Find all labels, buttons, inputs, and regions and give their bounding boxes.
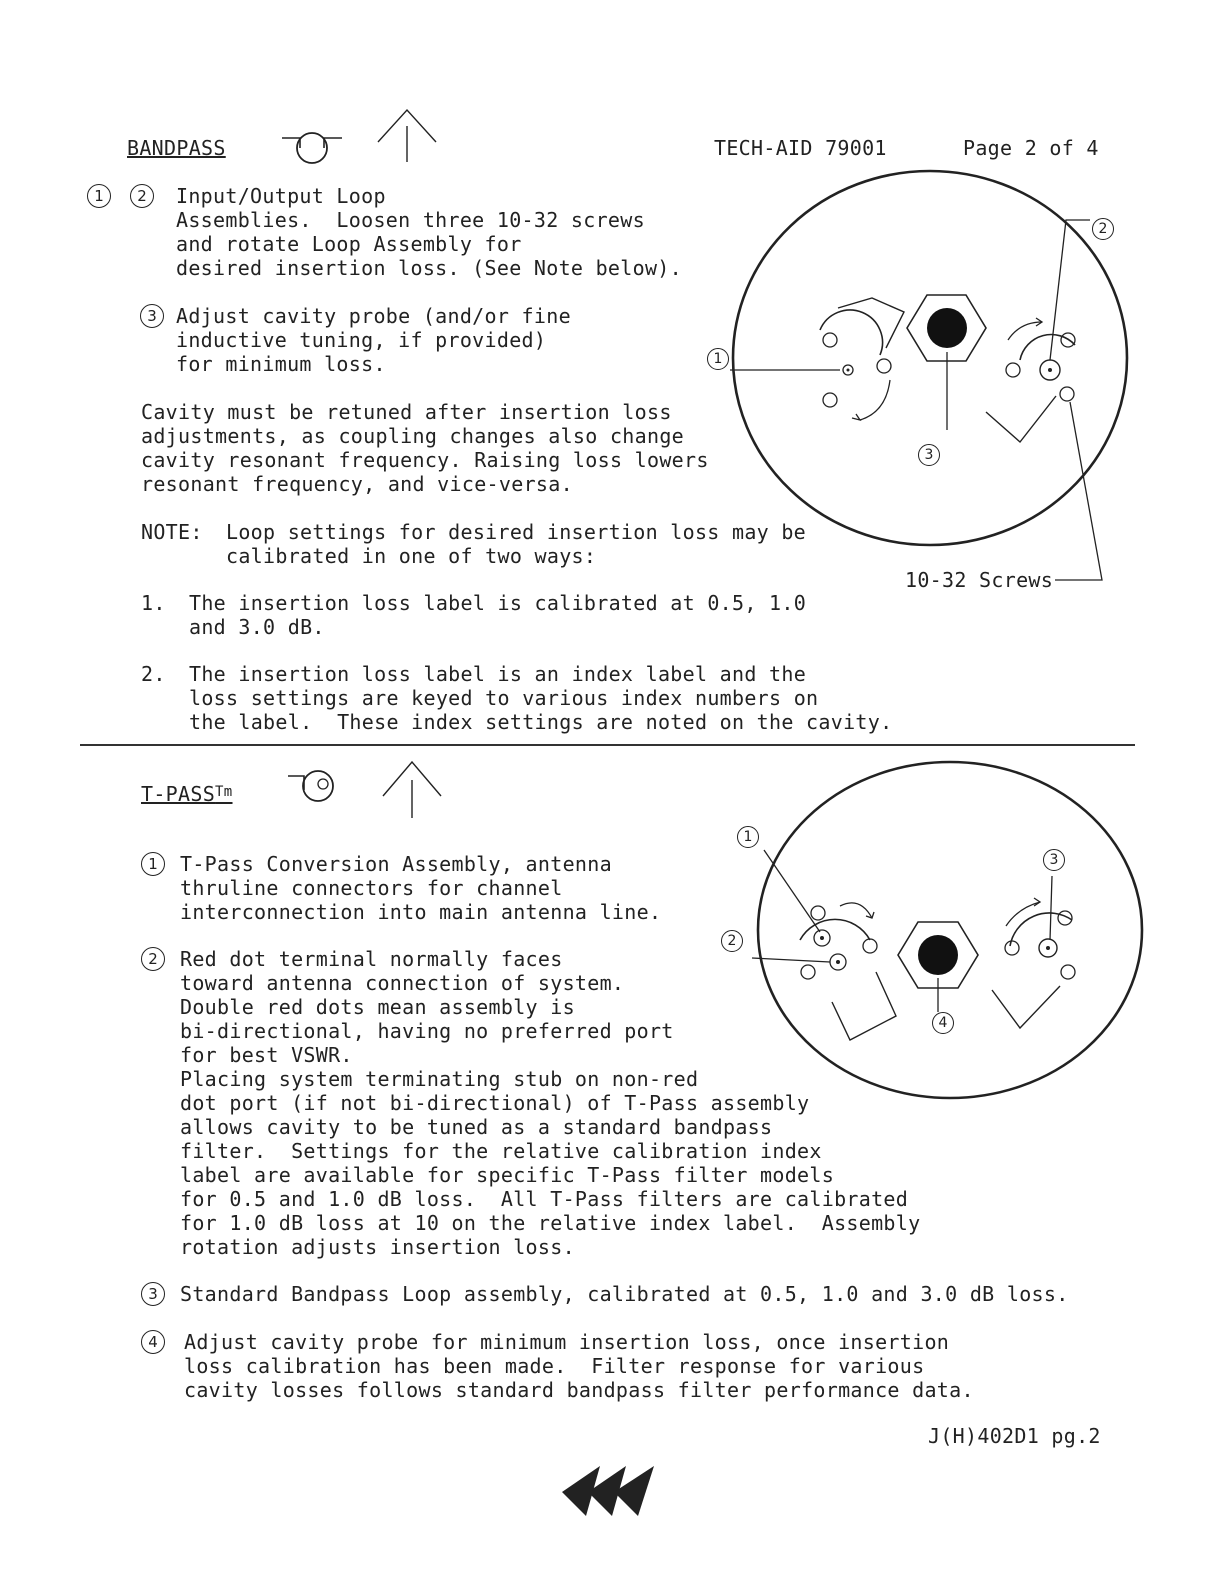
tpass-item2-line13: rotation adjusts insertion loss.	[180, 1235, 575, 1259]
screws-label: 10-32 Screws	[905, 568, 1054, 592]
tpass-item2-line10: label are available for specific T-Pass filter models	[180, 1163, 835, 1187]
list-number-2: 2.	[141, 662, 166, 686]
tpass-item2-line6: Placing system terminating stub on non-red	[180, 1067, 699, 1091]
note-line1: Loop settings for desired insertion loss may be	[226, 520, 807, 544]
tpass-marker-1: 1	[141, 852, 165, 876]
cavity-para-line1: Cavity must be retuned after insertion loss	[141, 400, 672, 424]
bandpass-item12-line1: Input/Output Loop	[176, 184, 386, 208]
cavity-para-line4: resonant frequency, and vice-versa.	[141, 472, 573, 496]
tpass-item2-line5: for best VSWR.	[180, 1043, 353, 1067]
tpass-item1-line3: interconnection into main antenna line.	[180, 900, 662, 924]
list-number-1: 1.	[141, 591, 166, 615]
doc-id: TECH-AID 79001	[714, 136, 887, 160]
tpass-item2-line9: filter. Settings for the relative calibration index	[180, 1139, 822, 1163]
tpass-title-tm: Tm	[215, 784, 233, 800]
marker-2: 2	[130, 184, 154, 208]
section-title-tpass	[141, 782, 233, 806]
tpass-item4-line2: loss calibration has been made. Filter response for various	[184, 1354, 925, 1378]
section-title-bandpass: BANDPASS	[127, 136, 226, 160]
list-item-2-line1: The insertion loss label is an index label and the	[189, 662, 807, 686]
antenna-symbol-icon	[372, 108, 442, 164]
tpass-item2-line2: toward antenna connection of system.	[180, 971, 625, 995]
antenna-symbol-icon-2	[377, 760, 447, 820]
page-number: Page 2 of 4	[963, 136, 1099, 160]
bandpass-item3-line1: Adjust cavity probe (and/or fine	[176, 304, 571, 328]
bandpass-cavity-diagram	[690, 180, 1140, 600]
bandpass-item12-line4: desired insertion loss. (See Note below).	[176, 256, 682, 280]
list-item-1-line1: The insertion loss label is calibrated at 0.5, 1.0	[189, 591, 807, 615]
bandpass-item3-line2: inductive tuning, if provided)	[176, 328, 547, 352]
cavity-para-line2: adjustments, as coupling changes also change	[141, 424, 685, 448]
tpass-symbol-icon	[286, 766, 346, 806]
tpass-item1-line2: thruline connectors for channel	[180, 876, 563, 900]
diagram2-marker-3: 3	[1043, 849, 1065, 871]
diagram2-marker-4: 4	[932, 1012, 954, 1034]
cavity-para-line3: cavity resonant frequency. Raising loss lowers	[141, 448, 709, 472]
marker-1: 1	[87, 184, 111, 208]
tpass-item2-line7: dot port (if not bi-directional) of T-Pass assembly	[180, 1091, 810, 1115]
footer-ref: J(H)402D1 pg.2	[928, 1424, 1101, 1448]
tpass-item1-line1: T-Pass Conversion Assembly, antenna	[180, 852, 612, 876]
tpass-item2-line12: for 1.0 dB loss at 10 on the relative index label. Assembly	[180, 1211, 921, 1235]
section-divider	[80, 744, 1135, 746]
tpass-marker-4: 4	[141, 1330, 165, 1354]
marker-3: 3	[140, 304, 164, 328]
diagram1-marker-2: 2	[1092, 218, 1114, 240]
tpass-item3-line: Standard Bandpass Loop assembly, calibrated at 0.5, 1.0 and 3.0 dB loss.	[180, 1282, 1069, 1306]
list-item-1-line2: and 3.0 dB.	[189, 615, 325, 639]
tpass-item2-line11: for 0.5 and 1.0 dB loss. All T-Pass filters are calibrated	[180, 1187, 909, 1211]
note-line2: calibrated in one of two ways:	[226, 544, 597, 568]
diagram2-marker-1: 1	[737, 826, 759, 848]
bandpass-item12-line3: and rotate Loop Assembly for	[176, 232, 522, 256]
diagram1-marker-3: 3	[918, 444, 940, 466]
bandpass-item3-line3: for minimum loss.	[176, 352, 386, 376]
company-logo	[560, 1464, 656, 1520]
tpass-item2-line8: allows cavity to be tuned as a standard bandpass	[180, 1115, 773, 1139]
tpass-item2-line3: Double red dots mean assembly is	[180, 995, 575, 1019]
loop-symbol-icon	[278, 128, 348, 168]
tpass-item4-line3: cavity losses follows standard bandpass filter performance data.	[184, 1378, 974, 1402]
diagram1-marker-1: 1	[707, 348, 729, 370]
tpass-title: T-PASS	[141, 782, 216, 806]
tpass-marker-3: 3	[141, 1282, 165, 1306]
note-label: NOTE:	[141, 520, 203, 544]
bandpass-item12-line2: Assemblies. Loosen three 10-32 screws	[176, 208, 645, 232]
diagram2-marker-2: 2	[721, 930, 743, 952]
tpass-item2-line4: bi-directional, having no preferred port	[180, 1019, 674, 1043]
tpass-marker-2: 2	[141, 947, 165, 971]
list-item-2-line3: the label. These index settings are noted on the cavity.	[189, 710, 893, 734]
tpass-item4-line1: Adjust cavity probe for minimum insertion loss, once insertion	[184, 1330, 950, 1354]
tpass-cavity-diagram	[700, 750, 1150, 1130]
list-item-2-line2: loss settings are keyed to various index numbers on	[189, 686, 819, 710]
tpass-item2-line1: Red dot terminal normally faces	[180, 947, 563, 971]
